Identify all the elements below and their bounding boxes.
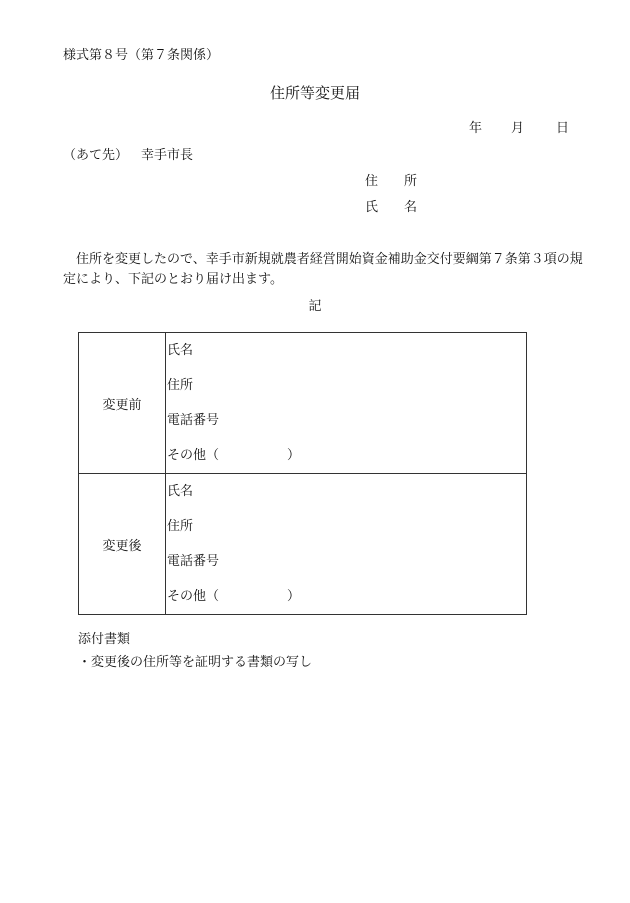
field-phone-after: 電話番号	[167, 554, 220, 569]
applicant-address-char-1: 住	[365, 174, 379, 189]
form-number: 様式第８号（第７条関係）	[63, 48, 220, 63]
field-name-before: 氏名	[167, 343, 194, 358]
field-name-after: 氏名	[167, 484, 194, 499]
applicant-address-char-2: 所	[404, 174, 418, 189]
field-address-after: 住所	[167, 519, 194, 534]
field-address-before: 住所	[167, 378, 194, 393]
fields-before	[166, 333, 527, 474]
change-table	[78, 332, 527, 615]
ki-heading: 記	[308, 299, 322, 314]
other-close-before: ）	[287, 448, 301, 463]
addressee-prefix: （あて先）	[63, 148, 129, 163]
applicant-name-char-2: 名	[404, 200, 418, 215]
attachment-item: ・変更後の住所等を証明する書類の写し	[78, 655, 313, 670]
other-label-before: その他（	[167, 448, 220, 463]
fields-after	[166, 474, 527, 615]
addressee-name: 幸手市長	[141, 148, 194, 163]
section-label-before: 変更前	[79, 333, 166, 474]
other-close-after: ）	[287, 589, 301, 604]
section-after	[79, 474, 527, 615]
applicant-address-label	[365, 175, 417, 188]
field-other-after	[166, 579, 526, 614]
section-before	[79, 333, 527, 474]
body-paragraph: 住所を変更したので、幸手市新規就農者経営開始資金補助金交付要綱第７条第３項の規定により、下記のとおり届け出ます。	[63, 252, 583, 287]
field-phone-before: 電話番号	[167, 413, 220, 428]
other-label-after: その他（	[167, 589, 220, 604]
attachments-title: 添付書類	[78, 632, 131, 647]
applicant-name-label	[365, 201, 417, 214]
addressee	[63, 149, 193, 162]
date-year-label: 年	[469, 121, 483, 136]
field-other-before	[166, 438, 526, 473]
date-day-label: 日	[556, 121, 570, 136]
applicant-name-char-1: 氏	[365, 200, 379, 215]
date-month-label: 月	[511, 121, 525, 136]
document-title: 住所等変更届	[269, 84, 360, 102]
date-line	[469, 122, 569, 135]
section-label-after: 変更後	[79, 474, 166, 615]
